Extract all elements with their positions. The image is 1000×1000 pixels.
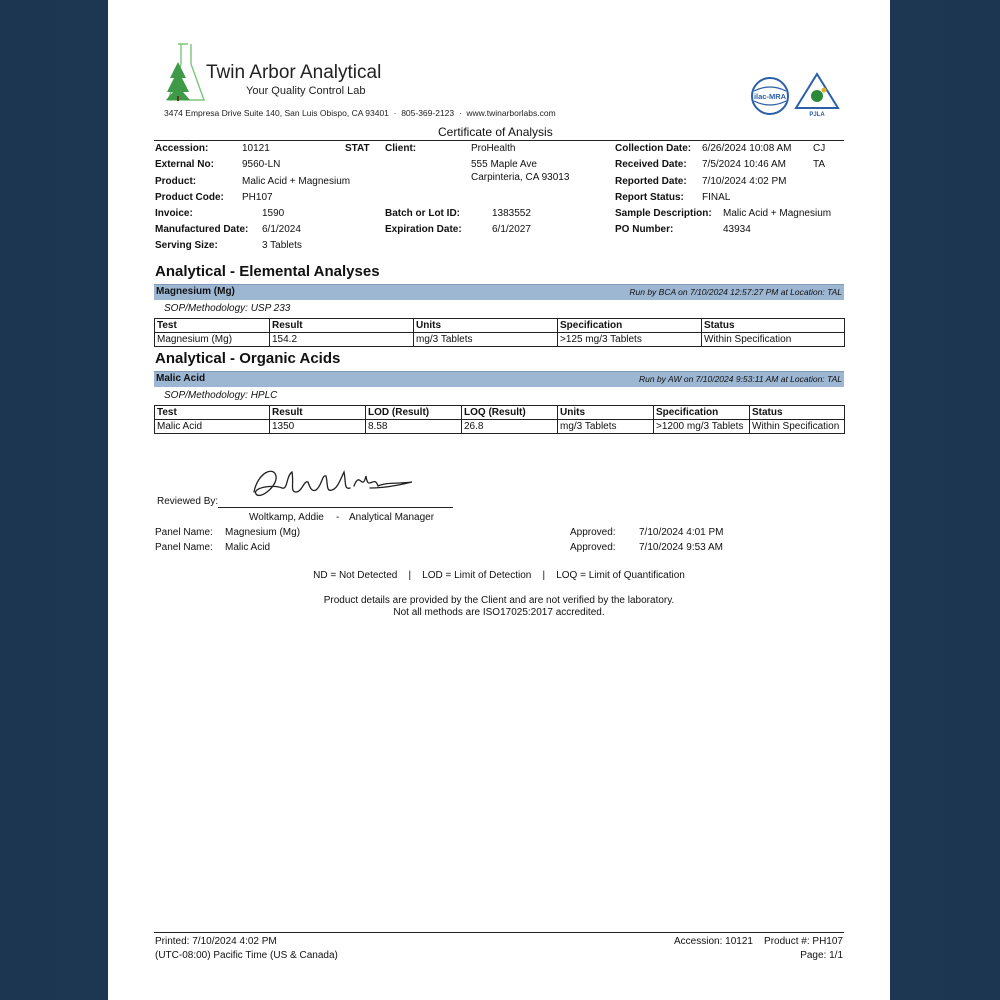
cell-status: Within Specification (702, 333, 845, 347)
manufactured-label: Manufactured Date: (155, 224, 249, 235)
received-label: Received Date: (615, 159, 687, 170)
signature-image (246, 462, 416, 506)
client-address-1: 555 Maple Ave (471, 159, 537, 170)
disclaimer-iso: Not all methods are ISO17025:2017 accredited. (393, 607, 605, 618)
product-code-value: PH107 (242, 192, 273, 203)
report-status-label: Report Status: (615, 192, 684, 203)
reported-label: Reported Date: (615, 176, 687, 187)
reviewed-by-label: Reviewed By: (157, 496, 219, 507)
report-status-value: FINAL (702, 192, 731, 203)
col-specification: Specification (558, 319, 702, 333)
lab-address: 3474 Empresa Drive Suite 140, San Luis Obispo, CA 93401 · 805-369-2123 · www.twinarborlabs.com (164, 108, 556, 118)
panel-1-approved-date: 7/10/2024 4:01 PM (639, 527, 724, 538)
organic-sop: SOP/Methodology: HPLC (164, 390, 278, 401)
printed-timestamp: Printed: 7/10/2024 4:02 PM (155, 936, 277, 947)
lab-name: Twin Arbor Analytical (206, 62, 382, 83)
signature-line (218, 507, 453, 508)
col-units: Units (558, 406, 654, 420)
client-address-2: Carpinteria, CA 93013 (471, 172, 570, 183)
panel-2-label: Panel Name: (155, 542, 213, 553)
client-label: Client: (385, 143, 417, 154)
collection-value: 6/26/2024 10:08 AM (702, 143, 792, 154)
cell-test: Magnesium (Mg) (155, 333, 270, 347)
flask-tree-logo-icon (164, 42, 208, 104)
client-name: ProHealth (471, 143, 516, 154)
organic-analyte-name: Malic Acid (156, 373, 206, 384)
manufactured-value: 6/1/2024 (262, 224, 301, 235)
expiration-label: Expiration Date: (385, 224, 462, 235)
col-lod: LOD (Result) (366, 406, 462, 420)
product-label: Product: (155, 176, 197, 187)
title-rule (154, 140, 844, 141)
table-row (155, 333, 845, 347)
serving-label: Serving Size: (155, 240, 218, 251)
sample-desc-value: Malic Acid + Magnesium (723, 208, 832, 219)
collection-label: Collection Date: (615, 143, 692, 154)
received-initials: TA (813, 159, 826, 170)
footer-rule (154, 932, 844, 933)
col-loq: LOQ (Result) (462, 406, 558, 420)
elemental-section-title: Analytical - Elemental Analyses (155, 263, 380, 280)
elemental-analyte-name: Magnesium (Mg) (156, 286, 235, 297)
organic-section-bar (154, 371, 844, 387)
reviewer-separator: - (336, 512, 340, 523)
organic-run-info: Run by AW on 7/10/2024 9:53:11 AM at Location: TAL (638, 374, 842, 384)
product-value: Malic Acid + Magnesium (242, 176, 351, 187)
cell-loq: 26.8 (462, 420, 558, 434)
badge-2-text: PJLA (809, 112, 825, 118)
stat-flag: STAT (345, 143, 370, 154)
cell-units: mg/3 Tablets (558, 420, 654, 434)
elemental-run-info: Run by BCA on 7/10/2024 12:57:27 PM at Location: TAL (629, 287, 842, 297)
panel-1-name: Magnesium (Mg) (225, 527, 301, 538)
sample-desc-label: Sample Description: (615, 208, 712, 219)
disclaimer-client: Product details are provided by the Client and are not verified by the laboratory. (323, 595, 675, 606)
reviewer-title: Analytical Manager (349, 512, 435, 523)
panel-1-approved-label: Approved: (570, 527, 616, 538)
table-header-row (155, 319, 845, 333)
external-label: External No: (155, 159, 214, 170)
external-value: 9560-LN (242, 159, 281, 170)
elemental-sop: SOP/Methodology: USP 233 (164, 303, 291, 314)
badge-1-text: ilac-MRA (753, 92, 787, 101)
cell-result: 154.2 (270, 333, 414, 347)
cell-result: 1350 (270, 420, 366, 434)
invoice-label: Invoice: (155, 208, 193, 219)
collection-initials: CJ (813, 143, 826, 154)
pjla-badge-icon (794, 72, 840, 120)
col-test: Test (155, 319, 270, 333)
certificate-page (108, 0, 890, 1000)
panel-2-approved-label: Approved: (570, 542, 616, 553)
accession-value: 10121 (242, 143, 270, 154)
expiration-value: 6/1/2027 (492, 224, 531, 235)
col-test: Test (155, 406, 270, 420)
document-title: Certificate of Analysis (438, 125, 553, 139)
accession-label: Accession: (155, 143, 209, 154)
cell-status: Within Specification (750, 420, 845, 434)
col-units: Units (414, 319, 558, 333)
po-value: 43934 (723, 224, 751, 235)
cell-specification: >125 mg/3 Tablets (558, 333, 702, 347)
serving-value: 3 Tablets (262, 240, 302, 251)
panel-2-approved-date: 7/10/2024 9:53 AM (639, 542, 723, 553)
col-result: Result (270, 406, 366, 420)
page-number: Page: 1/1 (800, 950, 843, 961)
product-code-label: Product Code: (155, 192, 224, 203)
table-row (155, 420, 845, 434)
footer-accession-product: Accession: 10121 Product #: PH107 (674, 936, 843, 947)
table-header-row (155, 406, 845, 420)
col-specification: Specification (654, 406, 750, 420)
cell-test: Malic Acid (155, 420, 270, 434)
elemental-section-bar (154, 284, 844, 300)
batch-label: Batch or Lot ID: (385, 208, 460, 219)
cell-specification: >1200 mg/3 Tablets (654, 420, 750, 434)
organic-section-title: Analytical - Organic Acids (155, 350, 341, 367)
ilac-mra-badge-icon (750, 76, 790, 116)
received-value: 7/5/2024 10:46 AM (702, 159, 786, 170)
cell-units: mg/3 Tablets (414, 333, 558, 347)
elemental-results-table (154, 318, 845, 347)
cell-lod: 8.58 (366, 420, 462, 434)
col-result: Result (270, 319, 414, 333)
po-label: PO Number: (615, 224, 674, 235)
invoice-value: 1590 (262, 208, 285, 219)
abbreviation-legend: ND = Not Detected | LOD = Limit of Detection | LOQ = Limit of Quantification (313, 570, 685, 581)
reviewer-name: Woltkamp, Addie (249, 512, 324, 523)
col-status: Status (702, 319, 845, 333)
panel-1-label: Panel Name: (155, 527, 213, 538)
panel-2-name: Malic Acid (225, 542, 271, 553)
col-status: Status (750, 406, 845, 420)
organic-results-table (154, 405, 845, 434)
timezone: (UTC-08:00) Pacific Time (US & Canada) (155, 950, 338, 961)
reported-value: 7/10/2024 4:02 PM (702, 176, 787, 187)
lab-tagline: Your Quality Control Lab (246, 85, 366, 97)
batch-value: 1383552 (492, 208, 531, 219)
